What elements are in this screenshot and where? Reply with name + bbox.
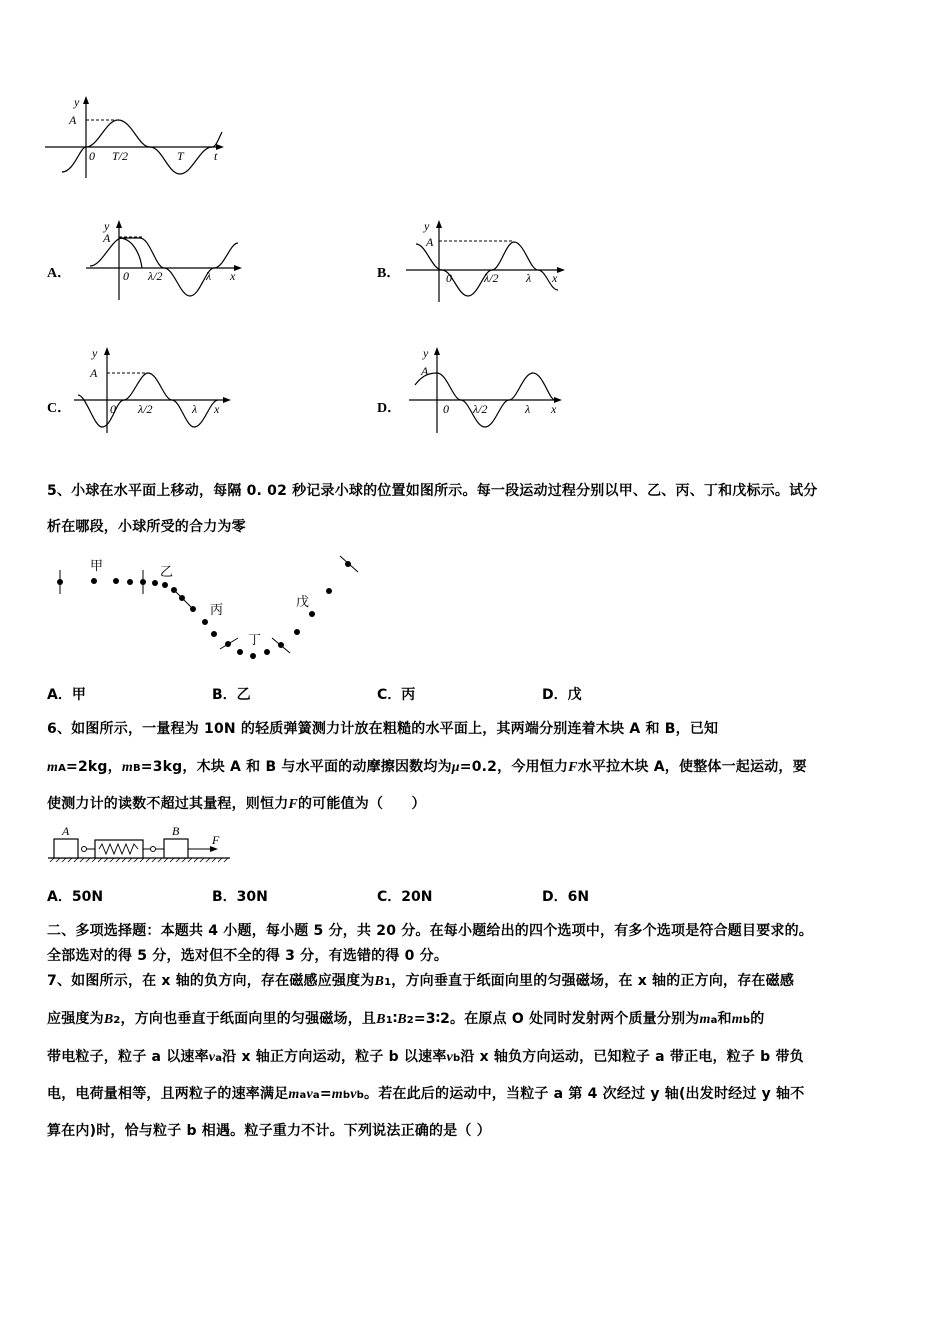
q5-stem-line-1: 5、小球在水平面上移动，每隔 0. 02 秒记录小球的位置如图所示。每一段运动过程分别以甲、乙、丙、丁和戊标示。试分 [47, 483, 818, 499]
amplitude-label: A [421, 364, 429, 378]
option-a-label[interactable]: A． [47, 266, 72, 281]
y-label: y [424, 219, 430, 233]
q7-stem-line-1: 7、如图所示，在 x 轴的负方向，存在磁感应强度为B1，方向垂直于纸面向里的匀强磁场，在 x 轴的正方向，存在磁感 [47, 973, 795, 989]
wavelength-label: λ [525, 402, 531, 416]
y-label: y [423, 346, 429, 360]
origin-label: 0 [110, 402, 116, 416]
q5-stem-line-2: 析在哪段，小球所受的合力为零 [47, 519, 246, 535]
q6-option-a[interactable]: A．50N [47, 889, 104, 905]
option-d-label[interactable]: D． [377, 401, 402, 416]
block-b-label: B [172, 824, 180, 838]
q6-stem-line-2: mA=2kg，mB=3kg，木块 A 和 B 与水平面的动摩擦因数均为μ=0.2，今用恒力F水平拉木块 A，使整体一起运动，要 [47, 759, 807, 775]
origin-label: 0 [123, 269, 129, 283]
x-label: x [230, 269, 236, 283]
option-c-label[interactable]: C． [47, 401, 72, 416]
x-label: x [552, 271, 558, 285]
amplitude-label: A [426, 235, 434, 249]
q5-options [47, 684, 907, 704]
half-wavelength-label: λ/2 [138, 402, 153, 416]
y-t-graph [40, 92, 230, 182]
force-f-label: F [212, 833, 220, 847]
q7-stem-line-3: 带电粒子，粒子 a 以速率va沿 x 轴正方向运动，粒子 b 以速率vb沿 x 轴负方向运动，已知粒子 a 带正电，粒子 b 带负 [47, 1049, 804, 1065]
x-label: x [214, 402, 220, 416]
half-wavelength-label: λ/2 [148, 269, 163, 283]
y-label: y [92, 346, 98, 360]
wavelength-label: λ [526, 271, 532, 285]
option-b-wave-graph[interactable] [402, 218, 572, 308]
option-a-wave-graph[interactable] [82, 218, 252, 303]
q7-stem-line-2: 应强度为B2，方向也垂直于纸面向里的匀强磁场，且B1∶B2=3∶2。在原点 O 处同时发射两个质量分别为ma和mb的 [47, 1011, 765, 1027]
x-label: x [551, 402, 557, 416]
y-label: y [104, 219, 110, 233]
spring-balance-figure [46, 822, 236, 864]
ball-trajectory-figure [50, 552, 370, 667]
q6-stem-line-3: 使测力计的读数不超过其量程，则恒力F的可能值为（ ） [47, 796, 426, 812]
segment-label-jia: 甲 [90, 558, 104, 573]
origin-label: 0 [443, 402, 449, 416]
amplitude-label: A [90, 366, 98, 380]
q6-option-c[interactable]: C．20N [377, 889, 433, 905]
q6-option-d[interactable]: D．6N [542, 889, 590, 905]
q5-option-c[interactable]: C．丙 [377, 687, 416, 703]
q6-option-b[interactable]: B．30N [212, 889, 268, 905]
q5-option-a[interactable]: A．甲 [47, 687, 86, 703]
q6-stem-line-1: 6、如图所示，一量程为 10N 的轻质弹簧测力计放在粗糙的水平面上，其两端分别连着木块 A 和 B，已知 [47, 721, 719, 737]
amplitude-label: A [103, 231, 111, 245]
segment-label-ding: 丁 [248, 632, 262, 647]
option-b-label[interactable]: B． [377, 266, 401, 281]
wavelength-label: λ [192, 402, 198, 416]
half-period-label: T/2 [112, 149, 129, 163]
q5-option-d[interactable]: D．戊 [542, 687, 582, 703]
option-d-wave-graph[interactable] [405, 345, 575, 437]
section2-heading-line-2: 全部选对的得 5 分，选对但不全的得 3 分，有选错的得 0 分。 [47, 948, 449, 964]
q7-stem-line-5: 算在内)时，恰与粒子 b 相遇。粒子重力不计。下列说法正确的是（ ） [47, 1123, 491, 1139]
q5-option-b[interactable]: B．乙 [212, 687, 251, 703]
t-label: t [214, 149, 218, 163]
y-label: y [74, 95, 80, 109]
block-a-label: A [62, 824, 70, 838]
amplitude-label: A [69, 113, 77, 127]
wavelength-label: λ [206, 269, 212, 283]
period-label: T [177, 149, 184, 163]
option-c-wave-graph[interactable] [70, 345, 245, 437]
section2-heading-line-1: 二、多项选择题：本题共 4 小题，每小题 5 分，共 20 分。在每小题给出的四个选项中，有多个选项是符合题目要求的。 [47, 923, 814, 939]
segment-label-bing: 丙 [210, 602, 224, 617]
origin-label: 0 [446, 271, 452, 285]
half-wavelength-label: λ/2 [484, 271, 499, 285]
segment-label-wu: 戊 [296, 594, 310, 609]
q7-stem-line-4: 电，电荷量相等，且两粒子的速率满足mava=mbvb。若在此后的运动中，当粒子 a 第 4 次经过 y 轴(出发时经过 y 轴不 [47, 1086, 805, 1102]
origin-label: 0 [89, 149, 95, 163]
q6-options [47, 886, 907, 906]
half-wavelength-label: λ/2 [473, 402, 488, 416]
segment-label-yi: 乙 [160, 564, 174, 579]
